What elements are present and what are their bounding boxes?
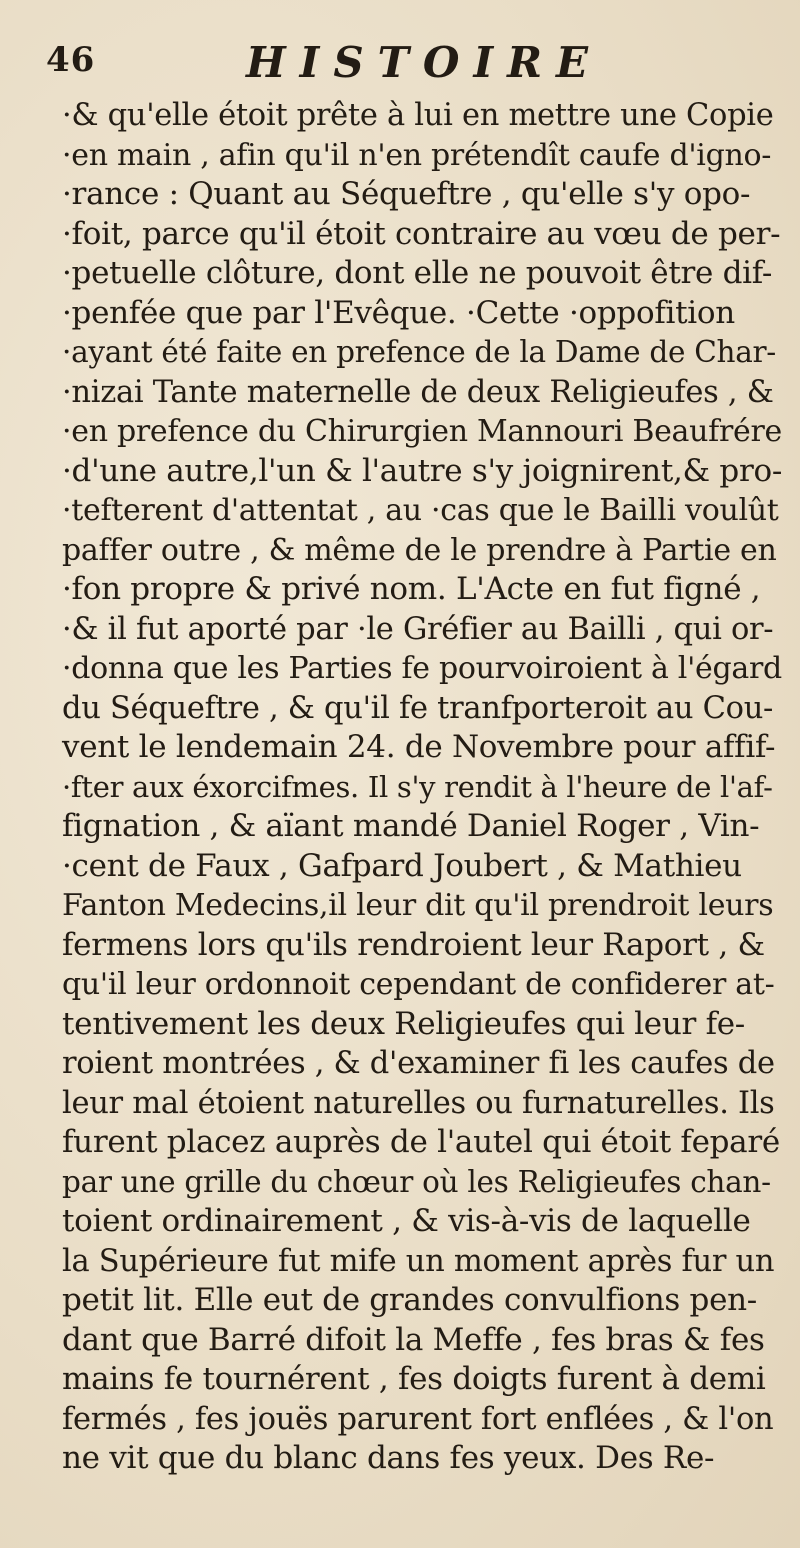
text-line: ·donna que les Parties fe pourvoiroient à l'égard [62, 651, 782, 686]
text-line: vent le lendemain 24. de Novembre pour affif- [62, 729, 776, 765]
text-line: ·rance : Quant au Séqueftre , qu'elle s'y opo- [62, 176, 751, 212]
text-line: petit lit. Elle eut de grandes convulfions pen- [62, 1282, 757, 1318]
page-header [46, 40, 740, 88]
text-line: qu'il leur ordonnoit cependant de confiderer at- [62, 967, 775, 1002]
running-head: HISTOIRE [246, 38, 603, 87]
text-line: leur mal étoient naturelles ou furnaturelles. Ils [62, 1085, 775, 1121]
page-number: 46 [46, 40, 96, 80]
text-line: ·penfée que par l'Evêque. ·Cette ·oppofition [62, 294, 735, 331]
text-line: mains fe tournérent , fes doigts furent à demi [62, 1361, 766, 1397]
text-line: la Supérieure fut mife un moment après fur un [62, 1243, 775, 1279]
text-line: ·en main , afin qu'il n'en prétendît caufe d'igno- [62, 137, 772, 173]
text-line: ·cent de Faux , Gafpard Joubert , & Mathieu [62, 847, 742, 884]
text-line: dant que Barré difoit la Meffe , fes bras & fes [62, 1321, 765, 1358]
text-line: fermens lors qu'ils rendroient leur Raport , & [62, 926, 765, 963]
text-line: par une grille du chœur où les Religieufes chan- [62, 1164, 771, 1199]
text-line: ·fter aux éxorcifmes. Il s'y rendit à l'heure de l'af- [62, 769, 773, 804]
text-line: ·& il fut aporté par ·le Gréfier au Bailli , qui or- [62, 611, 774, 647]
text-line: ne vit que du blanc dans fes yeux. Des Re- [62, 1440, 715, 1476]
text-line: ·ayant été faite en prefence de la Dame de Char- [62, 335, 776, 369]
text-line: ·fon propre & privé nom. L'Acte en fut figné , [62, 571, 761, 607]
text-line: fignation , & aïant mandé Daniel Roger , Vin- [62, 808, 760, 844]
text-line: furent placez auprès de l'autel qui étoit feparé [62, 1124, 780, 1160]
text-line: ·foit, parce qu'il étoit contraire au vœu de per- [62, 215, 781, 252]
text-line: ·d'une autre,l'un & l'autre s'y joignirent,& pro- [62, 452, 783, 489]
text-line: ·& qu'elle étoit prête à lui en mettre une Copie [62, 98, 774, 133]
text-line: toient ordinairement , & vis-à-vis de laquelle [62, 1203, 751, 1239]
text-line: fermés , fes jouës parurent fort enflées , & l'on [62, 1401, 774, 1437]
text-line: paffer outre , & même de le prendre à Partie en [62, 532, 777, 568]
text-line: tentivement les deux Religieufes qui leur fe- [62, 1005, 745, 1042]
text-line: Fanton Medecins,il leur dit qu'il prendroit leurs [62, 888, 774, 923]
body-text [62, 96, 783, 1479]
text-line: ·nizai Tante maternelle de deux Religieufes , & [62, 374, 774, 410]
text-line: roient montrées , & d'examiner fi les caufes de [62, 1046, 775, 1081]
text-line: ·tefterent d'attentat , au ·cas que le Bailli voulût [62, 493, 779, 528]
text-line: du Séqueftre , & qu'il fe tranfporteroit au Cou- [62, 690, 774, 726]
text-line: ·en prefence du Chirurgien Mannouri Beaufrére [62, 414, 782, 449]
text-line: ·petuelle clôture, dont elle ne pouvoit être dif- [62, 255, 773, 291]
